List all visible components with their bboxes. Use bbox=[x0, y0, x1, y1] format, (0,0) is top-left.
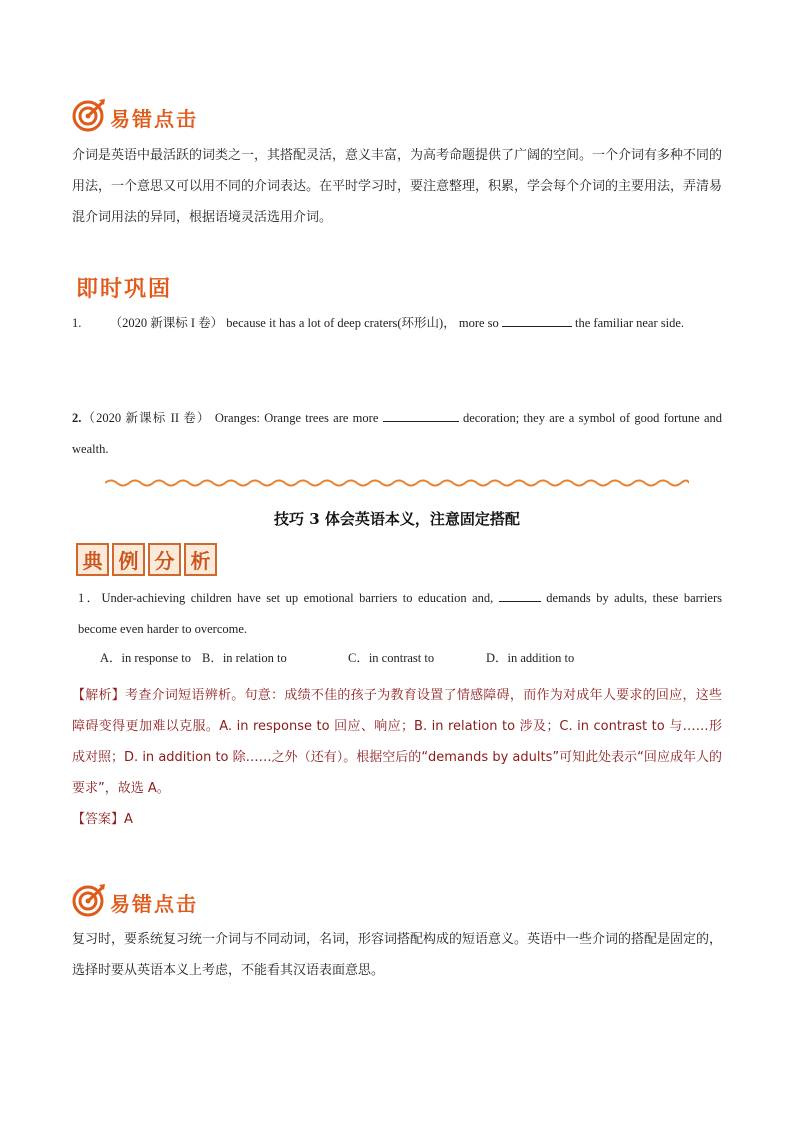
tip-title: 易错点击 bbox=[110, 891, 198, 916]
ex1-text-before: Under-achieving children have set up emotional barriers to education and, bbox=[101, 591, 494, 605]
q1-source: （2020 新课标 I 卷） bbox=[109, 316, 224, 330]
q2-text-before: Oranges: Orange trees are more bbox=[214, 411, 379, 425]
options-row bbox=[100, 648, 574, 666]
analysis-text: 考查介词短语辨析。句意：成绩不佳的孩子为教育设置了情感障碍，而作为对成年人要求的回应，这些障碍变得更加难以克服。A. in response to 回应、响应；B. in relation to 涉及；C. in contrast to 与……形成对照；D. in addition to 除……之外（还有）。根据空后的“demands by adults”可知此处表示“回应成年人的要求”，故选 A。 bbox=[72, 688, 722, 796]
question-2 bbox=[72, 403, 722, 465]
consolidate-title: 即时巩固 bbox=[76, 277, 173, 302]
analysis-block bbox=[72, 680, 722, 804]
analysis-label: 【解析】 bbox=[72, 688, 126, 703]
option-c[interactable]: C．in contrast to bbox=[348, 651, 435, 665]
example-box-2: 例 bbox=[112, 543, 145, 576]
q1-blank[interactable] bbox=[502, 312, 572, 327]
consolidate-header bbox=[72, 272, 172, 303]
question-1 bbox=[72, 308, 722, 339]
q1-text-after: the familiar near side. bbox=[575, 316, 685, 330]
target-arrow-icon bbox=[72, 883, 106, 921]
target-arrow-icon bbox=[72, 98, 106, 136]
q2-number: 2. bbox=[72, 411, 82, 425]
option-d[interactable]: D．in addition to bbox=[486, 651, 575, 665]
example-box-4: 析 bbox=[184, 543, 217, 576]
q1-text-before: because it has a lot of deep craters(环形山)， more so bbox=[226, 316, 499, 330]
answer-label: 【答案】 bbox=[72, 812, 125, 827]
example-header bbox=[76, 543, 217, 576]
q2-blank[interactable] bbox=[383, 407, 459, 422]
answer-block bbox=[72, 808, 133, 827]
example-box-3: 分 bbox=[148, 543, 181, 576]
option-a[interactable]: A．in response to bbox=[100, 651, 191, 665]
tip-title: 易错点击 bbox=[110, 106, 198, 131]
example-box-1: 典 bbox=[76, 543, 109, 576]
tip-header-1 bbox=[72, 98, 198, 136]
tip-text-2: 复习时，要系统复习统一介词与不同动词，名词，形容词搭配构成的短语意义。英语中一些介词的搭配是固定的，选择时要从英语本义上考虑，不能看其汉语表面意思。 bbox=[72, 932, 723, 978]
example-question-1 bbox=[78, 583, 722, 645]
ex1-text-after: demands by adults, these barriers become even harder to overcome. bbox=[78, 591, 723, 636]
wave-divider bbox=[105, 473, 689, 492]
ex1-blank[interactable] bbox=[499, 587, 541, 602]
q2-text-after: decoration; they are a symbol of good fortune and wealth. bbox=[72, 411, 723, 456]
tip-header-2 bbox=[72, 883, 198, 921]
q1-number: 1. bbox=[72, 316, 82, 330]
answer-value: A bbox=[124, 812, 133, 827]
tip-text-1: 介词是英语中最活跃的词类之一，其搭配灵活，意义丰富，为高考命题提供了广阔的空间。一个介词有多种不同的用法，一个意思又可以用不同的介词表达。在平时学习时，要注意整理，积累，学会每个介词的主要用法，弄清易混介词用法的异同，根据语境灵活选用介词。 bbox=[72, 148, 723, 225]
skill-title: 技巧 3 体会英语本义，注意固定搭配 bbox=[274, 510, 520, 528]
q2-source: （2020 新课标 II 卷） bbox=[81, 411, 211, 425]
ex1-number: 1． bbox=[78, 591, 102, 605]
option-b[interactable]: B．in relation to bbox=[202, 651, 287, 665]
